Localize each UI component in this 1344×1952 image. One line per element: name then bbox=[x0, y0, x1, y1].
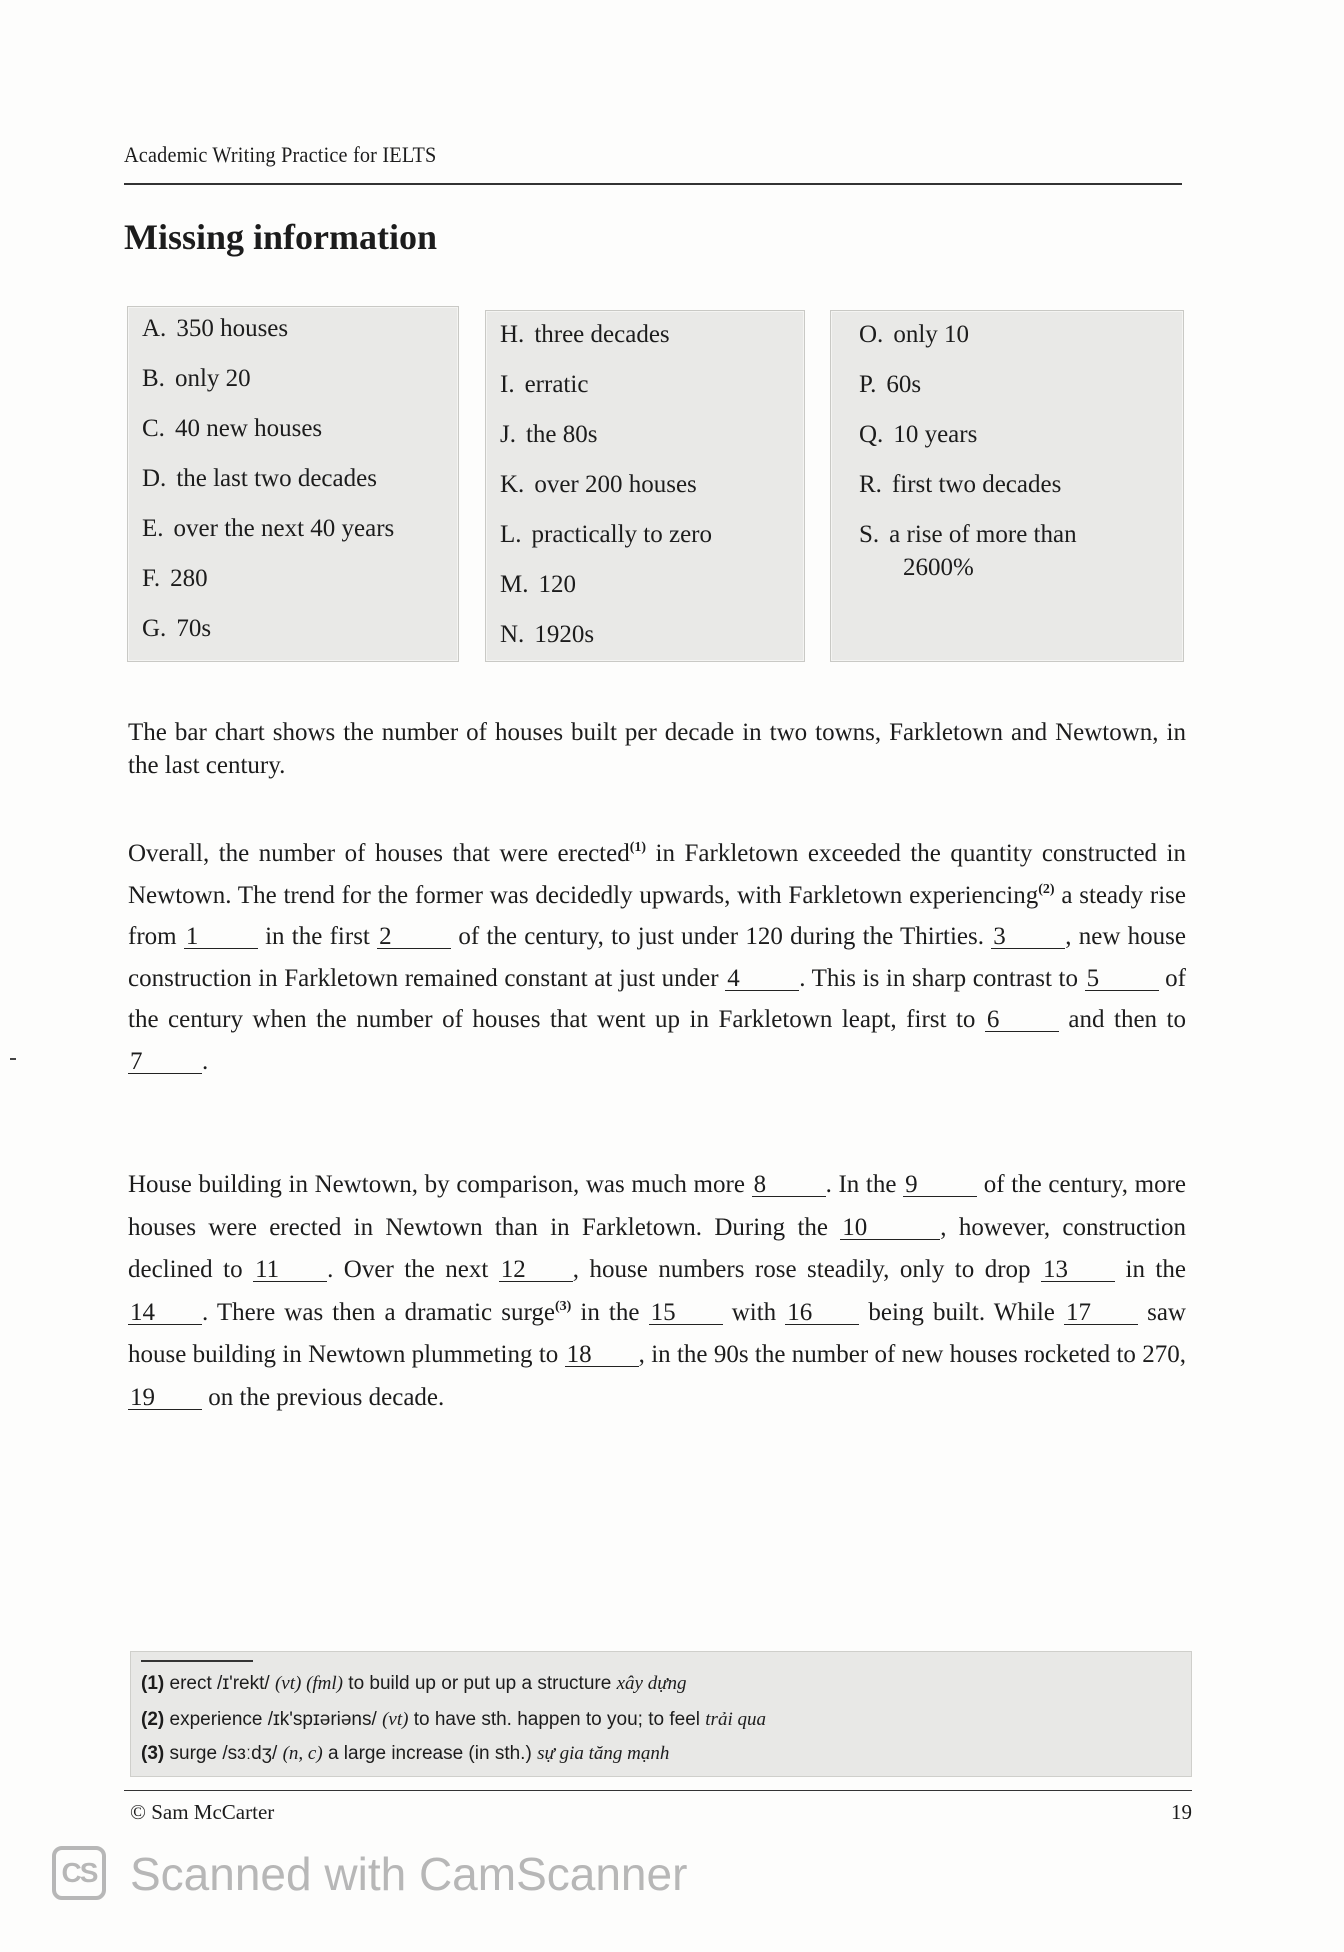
paragraph-newtown: House building in Newtown, by comparison, was much more 8 . In the 9 of the century, more houses were erected in Newtown than in Farkletown. During the 10 , however, construction declined to 11 . Over the next 12 , house numbers rose steadily, only to drop 13 in the 14 . There was then a dramatic surge$^{(3)}$ in the 15 with 16 being built. While 17 saw house building in Newtown plummeting to 18 , in the 90s the number of new houses rocketed to 270, 19 on the previous decade. bbox=[128, 1171, 1187, 1411]
option-item: L. practically to zero bbox=[500, 521, 712, 548]
running-head: Academic Writing Practice for IELTS bbox=[124, 142, 437, 167]
glossary-entry: (1) erect /ɪ'rekt/ (vt) (fml) to build up or put up a structure xây dựng bbox=[141, 1673, 687, 1694]
option-item: K. over 200 houses bbox=[500, 471, 697, 498]
option-item: H. three decades bbox=[500, 321, 670, 348]
blank-13[interactable]: 13 bbox=[1041, 1259, 1115, 1282]
blank-5[interactable]: 5 bbox=[1085, 968, 1159, 991]
blank-16[interactable]: 16 bbox=[785, 1302, 859, 1325]
option-item: E. over the next 40 years bbox=[142, 515, 395, 542]
page-number: 19 bbox=[1171, 1800, 1192, 1824]
glossary-entry: (3) surge /sɜːdʒ/ (n, c) a large increase (in sth.) sự gia tăng mạnh bbox=[141, 1743, 670, 1764]
option-item: N. 1920s bbox=[500, 621, 595, 648]
blank-18[interactable]: 18 bbox=[565, 1344, 639, 1367]
footer-rule bbox=[124, 1790, 1192, 1791]
option-item: R. first two decades bbox=[859, 471, 1062, 498]
blank-10[interactable]: 10 bbox=[840, 1217, 940, 1240]
option-item: C. 40 new houses bbox=[142, 415, 323, 442]
blank-11[interactable]: 11 bbox=[253, 1259, 327, 1282]
options-box-2 bbox=[485, 310, 805, 662]
blank-8[interactable]: 8 bbox=[752, 1174, 826, 1197]
option-item: I. erratic bbox=[500, 371, 589, 398]
blank-4[interactable]: 4 bbox=[725, 968, 799, 991]
page-title: Missing information bbox=[124, 217, 438, 257]
option-item: J. the 80s bbox=[500, 421, 598, 448]
option-item: M. 120 bbox=[500, 571, 576, 598]
option-item: P. 60s bbox=[859, 371, 922, 398]
option-item: G. 70s bbox=[142, 615, 212, 642]
blank-6[interactable]: 6 bbox=[985, 1009, 1059, 1032]
blank-9[interactable]: 9 bbox=[903, 1174, 977, 1197]
blank-12[interactable]: 12 bbox=[499, 1259, 573, 1282]
header-rule bbox=[124, 183, 1182, 185]
paragraph-farkletown: Overall, the number of houses that were erected$^{(1)}$ in Farkletown exceeded the quantity constructed in Newtown. The trend for the former was decidedly upwards, with Farkletown experiencing$^{(2)}$ a steady rise from 1 in the first 2 of the century, to just under 120 during the Thirties. 3 , new house construction in Farkletown remained constant at just under 4 . This is in sharp contrast to 5 of the century when the number of houses that went up in Farkletown leapt, first to 6 and then to 7 . bbox=[128, 840, 1186, 1075]
options-box-3 bbox=[830, 310, 1184, 662]
camscanner-logo-icon: CS bbox=[52, 1846, 106, 1900]
blank-19[interactable]: 19 bbox=[128, 1387, 202, 1410]
option-item: A. 350 houses bbox=[142, 315, 289, 342]
glossary-entry: (2) experience /ɪk'spɪəriəns/ (vt) to have sth. happen to you; to feel trải qua bbox=[141, 1709, 766, 1730]
option-item: S. a rise of more than 2600% bbox=[859, 521, 1077, 581]
option-item: F. 280 bbox=[142, 565, 208, 592]
blank-1[interactable]: 1 bbox=[184, 926, 258, 949]
option-item: D. the last two decades bbox=[142, 465, 377, 492]
blank-2[interactable]: 2 bbox=[377, 926, 451, 949]
margin-mark bbox=[10, 1058, 16, 1060]
glossary-rule bbox=[141, 1660, 253, 1662]
copyright: © Sam McCarter bbox=[130, 1800, 275, 1824]
options-box-1 bbox=[127, 306, 459, 662]
intro-paragraph: The bar chart shows the number of houses built per decade in two towns, Farkletown and Newtown, in the last century. bbox=[128, 719, 1186, 779]
blank-14[interactable]: 14 bbox=[128, 1302, 202, 1325]
watermark-text: Scanned with CamScanner bbox=[130, 1848, 688, 1900]
footnote-ref: (2) bbox=[1038, 881, 1055, 897]
blank-15[interactable]: 15 bbox=[649, 1302, 723, 1325]
option-item: B. only 20 bbox=[142, 365, 251, 392]
footnote-ref: (3) bbox=[554, 1298, 572, 1314]
option-item: Q. 10 years bbox=[859, 421, 978, 448]
blank-17[interactable]: 17 bbox=[1064, 1302, 1138, 1325]
glossary-box bbox=[130, 1651, 1192, 1777]
blank-3[interactable]: 3 bbox=[991, 926, 1065, 949]
option-item: O. only 10 bbox=[859, 321, 970, 348]
footnote-ref: (1) bbox=[629, 840, 647, 855]
blank-7[interactable]: 7 bbox=[128, 1051, 202, 1074]
